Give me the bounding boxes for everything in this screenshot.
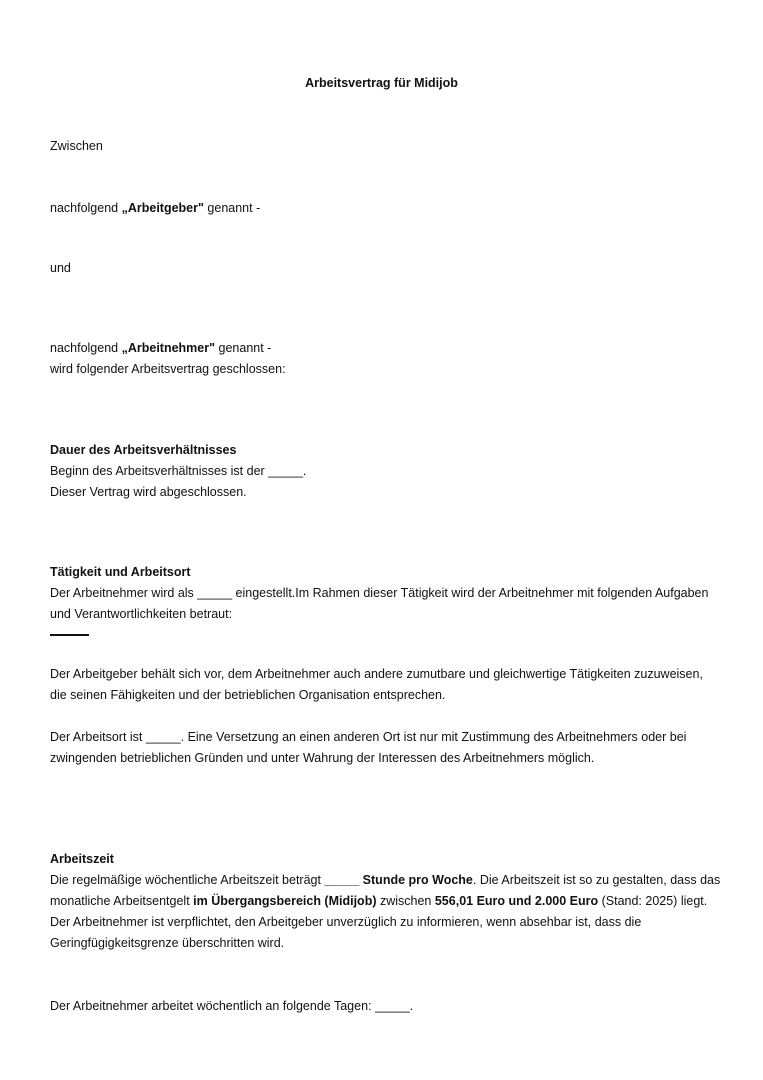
concluded-text: wird folgender Arbeitsvertrag geschlossen: (50, 362, 286, 376)
worktime-text-3: zwischen (376, 894, 435, 908)
employer-suffix: genannt - (203, 201, 261, 215)
worktime-text-2: . Die Arbeitszeit ist so zu gestalten, dass das monatliche Arbeitsentgelt (50, 873, 721, 908)
between-line (50, 136, 722, 157)
worktime-paragraph (50, 870, 722, 954)
employer-prefix: nachfolgend (50, 201, 122, 215)
workdays-text: Der Arbeitnehmer arbeitet wöchentlich an folgende Tagen: _____. (50, 999, 414, 1013)
employer-line (50, 198, 722, 219)
workdays-block (50, 996, 722, 1017)
document-title: Arbeitsvertrag für Midijob (305, 76, 458, 90)
section-activity (50, 562, 722, 636)
work-location-block (50, 727, 722, 769)
between-text: Zwischen (50, 139, 103, 153)
duration-heading: Dauer des Arbeitsverhältnisses (50, 443, 237, 457)
worktime-text-1: Die regelmäßige wöchentliche Arbeitszeit beträgt (50, 873, 325, 887)
employer-label: „Arbeitgeber" (121, 201, 204, 215)
activity-role-text: Der Arbeitnehmer wird als _____ eingestellt.Im Rahmen dieser Tätigkeit wird der Arbeitnehmer mit folgenden Aufgaben und Verantwortlichkeiten betraut: (50, 586, 709, 621)
activity-heading: Tätigkeit und Arbeitsort (50, 565, 191, 579)
duration-start-text: Beginn des Arbeitsverhältnisses ist der _____. (50, 464, 307, 478)
tasks-blank-rule (50, 634, 89, 636)
worktime-midijob: im Übergangsbereich (Midijob) (193, 894, 377, 908)
section-duration (50, 440, 722, 503)
worktime-salary-range: 556,01 Euro und 2.000 Euro (434, 894, 599, 908)
work-location-text: Der Arbeitsort ist _____. Eine Versetzung an einen anderen Ort ist nur mit Zustimmung des Arbeitnehmers oder bei zwingenden betrieblichen Gründen und unter Wahrung der Interessen des Arbeitnehmers möglich. (50, 730, 687, 765)
employee-label: „Arbeitnehmer" (121, 341, 216, 355)
duration-contract-text: Dieser Vertrag wird abgeschlossen. (50, 485, 247, 499)
employer-designation (50, 198, 722, 219)
employee-suffix: genannt - (215, 341, 272, 355)
worktime-heading: Arbeitszeit (50, 852, 114, 866)
and-text: und (50, 261, 71, 275)
worktime-text-4: (Stand: 2025) liegt. Der Arbeitnehmer ist verpflichtet, den Arbeitgeber unverzüglich zu informieren, wenn absehbar ist, dass die Geringfügigkeitsgrenze überschritten wird. (50, 894, 708, 950)
employee-block (50, 338, 722, 380)
employee-prefix: nachfolgend (50, 341, 122, 355)
worktime-hours: _____ Stunde pro Woche (324, 873, 473, 887)
section-worktime (50, 849, 722, 954)
employee-designation (50, 338, 722, 359)
activity-reassign-text: Der Arbeitgeber behält sich vor, dem Arbeitnehmer auch andere zumutbare und gleichwertige Tätigkeiten zuzuweisen, die seinen Fähigkeiten und der betrieblichen Organisation entsprechen. (50, 667, 703, 702)
and-line (50, 258, 722, 279)
activity-reassign-block (50, 664, 722, 706)
